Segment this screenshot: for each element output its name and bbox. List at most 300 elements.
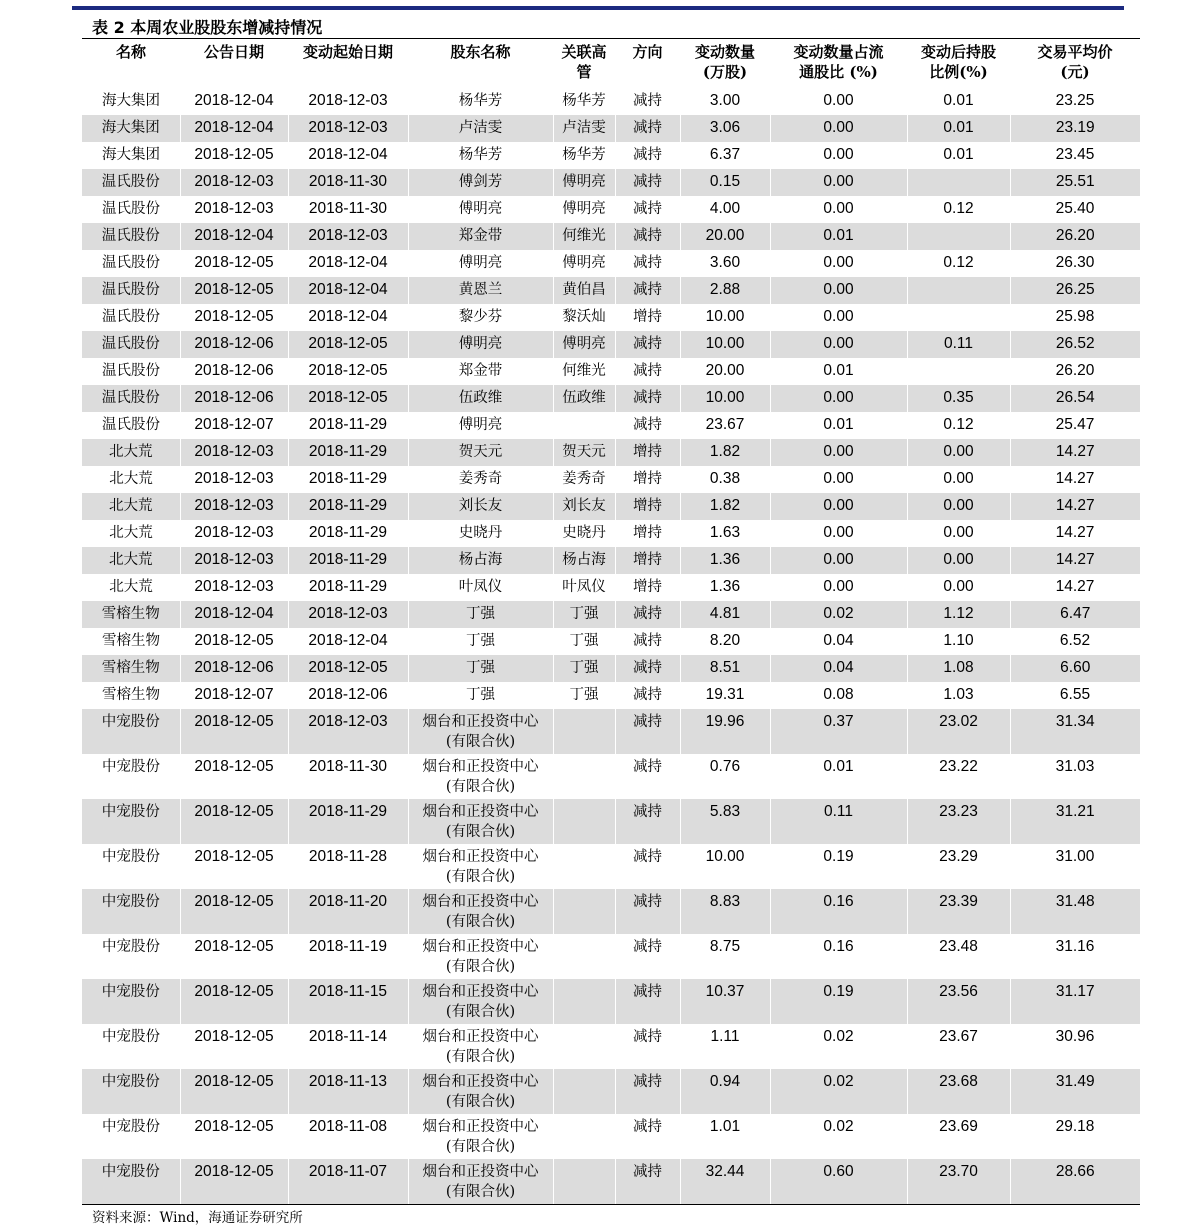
table-cell: 2018-12-05 — [180, 889, 288, 934]
column-header-line: 管 — [576, 63, 592, 81]
table-cell: 黄伯昌 — [553, 277, 615, 304]
table-row — [82, 754, 1140, 799]
table-cell: 海大集团 — [82, 115, 180, 142]
table-cell: 减持 — [633, 147, 662, 163]
table-row — [82, 682, 1140, 709]
table-cell: 减持 — [615, 223, 680, 250]
table-cell: 0.00 — [823, 200, 854, 217]
table-row — [82, 628, 1140, 655]
table-cell: 卢洁雯 — [408, 115, 553, 142]
table-cell: 0.11 — [770, 799, 907, 844]
table-cell: 减持 — [615, 799, 680, 844]
table-cell: 3.60 — [709, 254, 741, 271]
table-cell: 0.00 — [907, 493, 1010, 520]
table-cell: 0.00 — [943, 524, 974, 541]
table-cell: 杨占海 — [553, 547, 615, 574]
table-row — [82, 709, 1140, 754]
table-cell: 2018-12-07 — [194, 686, 274, 703]
table-cell: 减持 — [615, 655, 680, 682]
table-cell: 减持 — [615, 889, 680, 934]
table-cell: 1.82 — [680, 493, 770, 520]
table-cell: 0.76 — [709, 758, 741, 775]
table-row — [82, 655, 1140, 682]
table-cell: 北大荒 — [109, 579, 153, 595]
table-cell: 31.17 — [1010, 979, 1140, 1024]
table-cell: 2018-11-08 — [308, 1118, 388, 1135]
table-cell: 2018-11-19 — [308, 938, 388, 955]
table-cell: 黄恩兰 — [408, 277, 553, 304]
table-cell: 0.02 — [770, 601, 907, 628]
table-row — [82, 466, 1140, 493]
table-cell: 0.00 — [770, 493, 907, 520]
table-cell: 2018-12-06 — [194, 362, 274, 379]
table-cell: 增持 — [615, 493, 680, 520]
table-cell: 0.12 — [943, 416, 974, 433]
table-cell — [553, 709, 615, 754]
table-cell: 32.44 — [680, 1159, 770, 1204]
table-cell: 0.00 — [770, 331, 907, 358]
table-cell — [553, 889, 615, 934]
table-cell: 8.83 — [680, 889, 770, 934]
table-cell: 减持 — [633, 417, 662, 433]
table-cell: 2018-12-05 — [288, 385, 408, 412]
table-cell: 增持 — [615, 547, 680, 574]
table-row — [82, 385, 1140, 412]
table-cell: 杨华芳 — [562, 93, 606, 109]
table-cell: 烟台和正投资中心(有限合伙) — [422, 849, 539, 885]
table-cell: 减持 — [633, 759, 662, 775]
column-header-line: 公告日期 — [203, 43, 264, 61]
table-cell: 0.00 — [823, 254, 854, 271]
table-row — [82, 169, 1140, 196]
table-cell: 温氏股份 — [82, 277, 180, 304]
table-cell: 0.37 — [770, 709, 907, 754]
table-cell: 29.18 — [1055, 1118, 1095, 1135]
table-cell: 减持 — [615, 1159, 680, 1204]
table-cell: 杨华芳 — [458, 93, 503, 109]
column-header — [180, 40, 288, 88]
table-row — [82, 223, 1140, 250]
table-cell: 14.27 — [1010, 547, 1140, 574]
table-title: 表 2 本周农业股股东增减持情况 — [92, 18, 323, 37]
table-cell: 23.45 — [1055, 146, 1095, 163]
table-cell: 6.55 — [1059, 686, 1091, 703]
table-cell: 2018-11-29 — [288, 547, 408, 574]
table-cell — [553, 754, 615, 799]
table-cell: 2018-11-30 — [308, 758, 388, 775]
table-cell: 2018-12-04 — [308, 254, 388, 271]
table-cell: 10.00 — [680, 331, 770, 358]
table-cell: 31.21 — [1010, 799, 1140, 844]
table-cell: 25.47 — [1055, 416, 1095, 433]
table-cell: 14.27 — [1055, 578, 1095, 595]
table-cell: 中宠股份 — [102, 1029, 160, 1045]
table-row — [82, 520, 1140, 547]
column-header — [770, 40, 907, 88]
header-bar — [72, 6, 1124, 10]
table-cell: 温氏股份 — [82, 385, 180, 412]
table-cell: 中宠股份 — [82, 979, 180, 1024]
table-cell: 0.00 — [823, 308, 854, 325]
table-cell: 减持 — [615, 115, 680, 142]
table-cell — [553, 934, 615, 979]
table-cell: 0.60 — [770, 1159, 907, 1204]
table-row — [82, 1069, 1140, 1114]
table-cell: 23.56 — [907, 979, 1010, 1024]
table-cell: 25.98 — [1055, 308, 1095, 325]
table-cell: 中宠股份 — [82, 799, 180, 844]
table-cell: 烟台和正投资中心(有限合伙) — [408, 1159, 553, 1204]
table-row — [82, 799, 1140, 844]
table-cell — [907, 169, 1010, 196]
table-cell: 6.47 — [1010, 601, 1140, 628]
table-cell: 傅剑芳 — [408, 169, 553, 196]
table-cell: 傅明亮 — [553, 169, 615, 196]
table-header-row — [82, 40, 1140, 88]
table-cell: 2018-12-06 — [180, 385, 288, 412]
table-cell: 31.00 — [1055, 848, 1095, 865]
table-cell: 26.54 — [1010, 385, 1140, 412]
table-cell: 减持 — [615, 1069, 680, 1114]
table-cell: 25.40 — [1055, 200, 1095, 217]
table-cell: 1.03 — [943, 686, 974, 703]
table-cell: 温氏股份 — [102, 363, 160, 379]
table-cell: 0.01 — [823, 362, 854, 379]
table-cell: 0.12 — [943, 200, 974, 217]
table-cell: 中宠股份 — [102, 939, 160, 955]
table-cell: 叶凤仪 — [458, 579, 503, 595]
table-row — [82, 889, 1140, 934]
table-row — [82, 358, 1140, 385]
table-cell: 丁强 — [553, 601, 615, 628]
table-cell: 0.01 — [823, 758, 854, 775]
table-cell: 0.04 — [770, 655, 907, 682]
table-cell: 2018-12-05 — [194, 758, 274, 775]
table-cell: 4.81 — [680, 601, 770, 628]
table-cell: 26.52 — [1010, 331, 1140, 358]
table-cell: 郑金带 — [458, 363, 503, 379]
table-cell: 2018-12-05 — [194, 632, 274, 649]
table-cell: 何维光 — [562, 363, 606, 379]
table-row — [82, 331, 1140, 358]
table-cell: 2018-11-14 — [308, 1028, 388, 1045]
table-bottom-rule — [82, 1204, 1140, 1205]
table-cell: 0.15 — [680, 169, 770, 196]
table-cell: 减持 — [615, 331, 680, 358]
table-cell: 0.11 — [907, 331, 1010, 358]
column-header — [408, 40, 553, 88]
table-cell: 中宠股份 — [102, 1119, 160, 1135]
table-cell: 丁强 — [408, 601, 553, 628]
table-cell: 2018-12-05 — [180, 1159, 288, 1204]
column-header-line: (元) — [1060, 63, 1090, 81]
table-cell: 刘长友 — [408, 493, 553, 520]
column-header — [615, 40, 680, 88]
table-cell: 2018-12-05 — [288, 655, 408, 682]
table-cell: 10.00 — [705, 308, 745, 325]
table-cell: 0.01 — [823, 416, 854, 433]
table-cell: 2018-11-28 — [308, 848, 388, 865]
table-cell: 中宠股份 — [82, 709, 180, 754]
table-cell: 黎少芬 — [458, 309, 503, 325]
table-cell: 1.82 — [680, 439, 770, 466]
table-cell — [553, 1159, 615, 1204]
table-cell: 郑金带 — [408, 223, 553, 250]
table-cell: 0.00 — [770, 115, 907, 142]
table-cell: 黎沃灿 — [562, 309, 606, 325]
column-header — [288, 40, 408, 88]
table-cell: 烟台和正投资中心(有限合伙) — [422, 1119, 539, 1155]
table-cell: 30.96 — [1055, 1028, 1095, 1045]
table-cell: 2018-12-04 — [194, 92, 274, 109]
table-cell: 北大荒 — [82, 493, 180, 520]
title-rule — [82, 38, 1140, 39]
table-cell: 史晓丹 — [458, 525, 503, 541]
table-cell: 2018-12-03 — [180, 493, 288, 520]
table-cell: 0.00 — [770, 277, 907, 304]
table-cell: 26.30 — [1055, 254, 1095, 271]
table-row — [82, 601, 1140, 628]
column-header-line: 变动数量占流 — [793, 43, 884, 61]
table-cell: 增持 — [633, 471, 662, 487]
table-row — [82, 934, 1140, 979]
table-cell: 温氏股份 — [102, 417, 160, 433]
table-cell: 减持 — [615, 979, 680, 1024]
table-cell: 中宠股份 — [82, 1159, 180, 1204]
column-header — [907, 40, 1010, 88]
table-cell: 杨占海 — [408, 547, 553, 574]
table-cell: 中宠股份 — [102, 849, 160, 865]
table-cell: 2018-12-03 — [180, 439, 288, 466]
table-cell: 14.27 — [1010, 439, 1140, 466]
table-body — [82, 88, 1140, 1204]
table-cell: 2018-12-06 — [180, 331, 288, 358]
table-cell: 0.01 — [907, 115, 1010, 142]
column-header-line: 股东名称 — [450, 43, 511, 61]
table-cell: 减持 — [633, 939, 662, 955]
table-cell: 伍政维 — [408, 385, 553, 412]
table-cell: 0.02 — [823, 1118, 854, 1135]
shareholder-change-table — [82, 40, 1140, 1204]
table-cell: 傅明亮 — [562, 201, 606, 217]
table-cell: 减持 — [633, 1119, 662, 1135]
table-cell: 烟台和正投资中心(有限合伙) — [408, 979, 553, 1024]
table-cell: 丁强 — [569, 633, 599, 649]
table-cell: 温氏股份 — [82, 169, 180, 196]
table-cell: 2018-12-05 — [288, 331, 408, 358]
table-cell: 丁强 — [553, 655, 615, 682]
table-row — [82, 250, 1140, 277]
table-cell: 23.19 — [1010, 115, 1140, 142]
table-cell: 温氏股份 — [82, 223, 180, 250]
table-cell: 2018-12-03 — [180, 547, 288, 574]
table-cell: 3.00 — [709, 92, 741, 109]
table-cell: 0.00 — [770, 547, 907, 574]
table-cell: 史晓丹 — [562, 525, 606, 541]
table-cell: 贺天元 — [553, 439, 615, 466]
table-cell: 增持 — [615, 439, 680, 466]
table-cell: 2018-12-05 — [194, 848, 274, 865]
table-cell: 减持 — [633, 1029, 662, 1045]
table-cell — [907, 223, 1010, 250]
table-cell: 8.51 — [680, 655, 770, 682]
table-cell: 2018-12-04 — [308, 308, 388, 325]
table-cell: 0.19 — [770, 979, 907, 1024]
table-cell: 23.69 — [939, 1118, 978, 1135]
table-cell: 2018-12-05 — [194, 146, 274, 163]
column-header — [82, 40, 180, 88]
table-cell: 温氏股份 — [102, 309, 160, 325]
table-cell: 2018-12-03 — [194, 470, 274, 487]
column-header-line: 变动起始日期 — [302, 43, 393, 61]
table-cell: 刘长友 — [553, 493, 615, 520]
table-cell: 烟台和正投资中心(有限合伙) — [408, 889, 553, 934]
table-cell: 2018-11-29 — [288, 493, 408, 520]
table-cell: 2018-11-29 — [288, 439, 408, 466]
table-cell: 温氏股份 — [102, 201, 160, 217]
table-cell: 烟台和正投资中心(有限合伙) — [422, 1029, 539, 1065]
column-header — [1010, 40, 1140, 88]
table-cell — [553, 412, 615, 439]
column-header — [680, 40, 770, 88]
column-header-line: 变动数量 — [694, 43, 755, 61]
table-row — [82, 412, 1140, 439]
table-cell: 4.00 — [709, 200, 741, 217]
table-cell: 2018-12-05 — [308, 362, 388, 379]
table-cell: 2018-12-04 — [288, 277, 408, 304]
table-cell: 2018-12-04 — [180, 115, 288, 142]
table-cell: 28.66 — [1010, 1159, 1140, 1204]
table-cell: 25.51 — [1010, 169, 1140, 196]
table-cell: 23.70 — [907, 1159, 1010, 1204]
table-cell: 23.23 — [907, 799, 1010, 844]
table-cell: 5.83 — [680, 799, 770, 844]
table-cell: 1.12 — [907, 601, 1010, 628]
column-header-line: 通股比 (%) — [799, 63, 878, 81]
table-cell: 2018-12-05 — [180, 1069, 288, 1114]
table-cell: 丁强 — [466, 687, 495, 703]
table-cell: 傅明亮 — [458, 201, 503, 217]
table-cell: 北大荒 — [109, 471, 153, 487]
table-cell: 北大荒 — [109, 525, 153, 541]
table-row — [82, 142, 1140, 169]
table-cell: 2018-12-04 — [180, 223, 288, 250]
column-header-line: (万股) — [702, 63, 748, 81]
table-cell: 2018-12-03 — [288, 709, 408, 754]
table-row — [82, 304, 1140, 331]
table-cell: 8.20 — [709, 632, 741, 649]
table-cell: 0.00 — [907, 547, 1010, 574]
table-cell: 2018-12-05 — [180, 277, 288, 304]
table-cell: 增持 — [633, 579, 662, 595]
table-row — [82, 277, 1140, 304]
column-header-line: 变动后持股 — [920, 43, 996, 61]
table-cell — [553, 799, 615, 844]
table-cell: 北大荒 — [82, 547, 180, 574]
table-cell: 19.31 — [705, 686, 745, 703]
table-cell: 2018-11-29 — [308, 578, 388, 595]
table-cell: 2018-12-07 — [194, 416, 274, 433]
table-cell: 减持 — [633, 849, 662, 865]
table-cell: 31.16 — [1055, 938, 1095, 955]
table-cell: 卢洁雯 — [553, 115, 615, 142]
table-cell: 0.00 — [943, 578, 974, 595]
table-cell — [907, 358, 1010, 385]
table-cell: 温氏股份 — [82, 331, 180, 358]
table-cell: 23.67 — [705, 416, 745, 433]
table-cell: 减持 — [615, 385, 680, 412]
table-cell: 减持 — [633, 255, 662, 271]
table-cell: 0.00 — [823, 470, 854, 487]
table-cell: 贺天元 — [408, 439, 553, 466]
table-cell: 2018-12-03 — [288, 223, 408, 250]
table-cell: 2018-12-05 — [180, 979, 288, 1024]
table-row — [82, 547, 1140, 574]
table-cell: 31.34 — [1010, 709, 1140, 754]
table-cell: 19.96 — [680, 709, 770, 754]
table-cell: 2018-12-03 — [194, 200, 274, 217]
table-cell: 23.39 — [907, 889, 1010, 934]
table-cell: 烟台和正投资中心(有限合伙) — [408, 799, 553, 844]
table-cell: 减持 — [633, 201, 662, 217]
table-cell: 26.20 — [1055, 362, 1095, 379]
table-cell: 2018-12-04 — [308, 632, 388, 649]
table-cell: 减持 — [633, 633, 662, 649]
table-cell: 23.02 — [907, 709, 1010, 754]
table-cell: 2018-11-29 — [308, 416, 388, 433]
table-cell: 伍政维 — [553, 385, 615, 412]
table-row — [82, 493, 1140, 520]
table-cell: 0.00 — [770, 385, 907, 412]
table-cell — [553, 1024, 615, 1069]
table-cell: 雪榕生物 — [82, 655, 180, 682]
table-cell: 2018-12-06 — [180, 655, 288, 682]
table-cell: 10.00 — [680, 385, 770, 412]
table-cell: 1.08 — [907, 655, 1010, 682]
table-cell: 20.00 — [680, 223, 770, 250]
table-cell: 烟台和正投资中心(有限合伙) — [408, 709, 553, 754]
table-cell — [907, 304, 1010, 331]
table-cell: 2018-12-03 — [180, 169, 288, 196]
table-cell: 减持 — [615, 709, 680, 754]
table-cell: 10.37 — [680, 979, 770, 1024]
table-cell: 2018-12-03 — [288, 601, 408, 628]
table-cell: 8.75 — [709, 938, 741, 955]
table-cell: 2018-12-04 — [308, 146, 388, 163]
table-cell: 2018-11-30 — [308, 200, 388, 217]
table-cell: 杨华芳 — [458, 147, 503, 163]
table-cell: 丁强 — [569, 687, 599, 703]
table-cell: 23.22 — [939, 758, 978, 775]
table-cell: 0.00 — [943, 470, 974, 487]
table-cell: 23.29 — [939, 848, 978, 865]
table-cell: 2018-12-03 — [288, 115, 408, 142]
table-cell: 0.01 — [770, 223, 907, 250]
table-cell: 2018-12-06 — [308, 686, 388, 703]
table-cell: 1.01 — [709, 1118, 741, 1135]
table-cell: 傅明亮 — [458, 417, 503, 433]
table-cell: 1.11 — [710, 1028, 740, 1045]
table-cell: 2018-11-15 — [288, 979, 408, 1024]
column-header-line: 交易平均价 — [1037, 43, 1113, 61]
table-cell: 0.00 — [823, 146, 854, 163]
table-cell: 23.25 — [1055, 92, 1095, 109]
table-cell: 23.67 — [939, 1028, 978, 1045]
table-cell: 2018-12-03 — [194, 524, 274, 541]
table-cell: 海大集团 — [102, 147, 160, 163]
table-cell: 减持 — [633, 363, 662, 379]
table-cell: 3.06 — [680, 115, 770, 142]
